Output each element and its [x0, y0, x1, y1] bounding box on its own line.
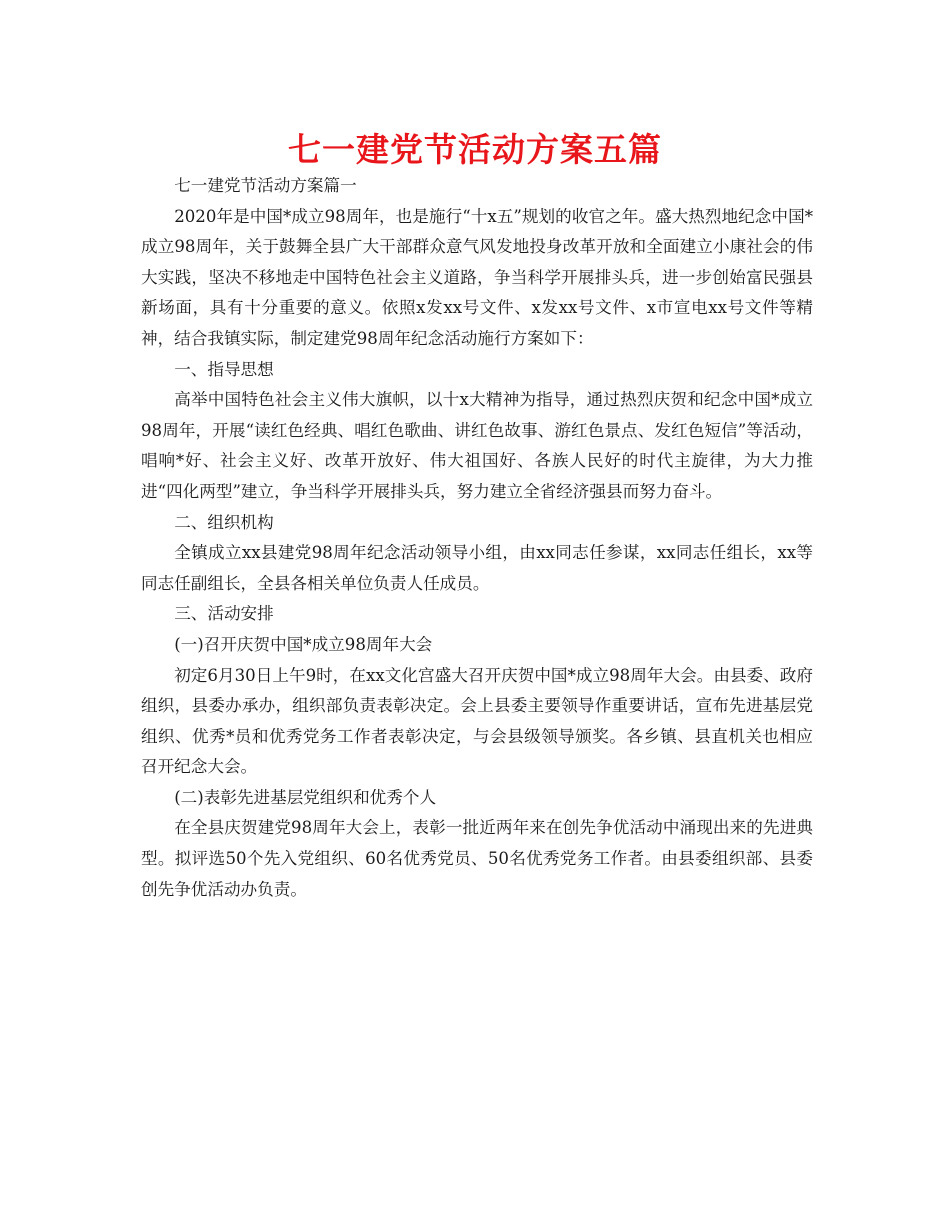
section-heading: 三、活动安排	[174, 604, 274, 624]
section-heading: 一、指导思想	[174, 359, 274, 379]
section-heading: 二、组织机构	[174, 512, 274, 532]
paragraph: 全镇成立xx县建党98周年纪念活动领导小组，由xx同志任参谋，xx同志任组长，xx等同志任副组长，全县各相关单位负责人任成员。	[141, 543, 813, 593]
subsection-heading: (一)召开庆贺中国*成立98周年大会	[174, 634, 433, 654]
paragraph: 2020年是中国*成立98周年，也是施行“十x五”规划的收官之年。盛大热烈地纪念中国*成立98周年，关于鼓舞全县广大干部群众意气风发地投身改革开放和全面建立小康社会的伟大实践，坚决不移地走中国特色社会主义道路，争当科学开展排头兵，进一步创始富民强县新场面，具有十分重要的意义。依照x发xx号文件、x发xx号文件、x市宣电xx号文件等精神，结合我镇实际，制定建党98周年纪念活动施行方案如下：	[141, 206, 813, 348]
document-title: 七一建党节活动方案五篇	[288, 130, 662, 169]
paragraph: 在全县庆贺建党98周年大会上，表彰一批近两年来在创先争优活动中涌现出来的先进典型。拟评选50个先入党组织、60名优秀党员、50名优秀党务工作者。由县委组织部、县委创先争优活动办负责。	[141, 818, 813, 899]
paragraph: 初定6月30日上午9时，在xx文化宫盛大召开庆贺中国*成立98周年大会。由县委、政府组织，县委办承办，组织部负责表彰决定。会上县委主要领导作重要讲话，宣布先进基层党组织、优秀*员和优秀党务工作者表彰决定，与会县级领导颁奖。各乡镇、县直机关也相应召开纪念大会。	[141, 665, 813, 777]
document-body	[141, 171, 813, 905]
section-heading: 七一建党节活动方案篇一	[174, 176, 357, 195]
paragraph: 高举中国特色社会主义伟大旗帜，以十x大精神为指导，通过热烈庆贺和纪念中国*成立98周年，开展“读红色经典、唱红色歌曲、讲红色故事、游红色景点、发红色短信”等活动，唱响*好、社会主义好、改革开放好、伟大祖国好、各族人民好的时代主旋律，为大力推进“四化两型”建立，争当科学开展排头兵，努力建立全省经济强县而努力奋斗。	[141, 390, 813, 501]
subsection-heading: (二)表彰先进基层党组织和优秀个人	[174, 787, 437, 807]
